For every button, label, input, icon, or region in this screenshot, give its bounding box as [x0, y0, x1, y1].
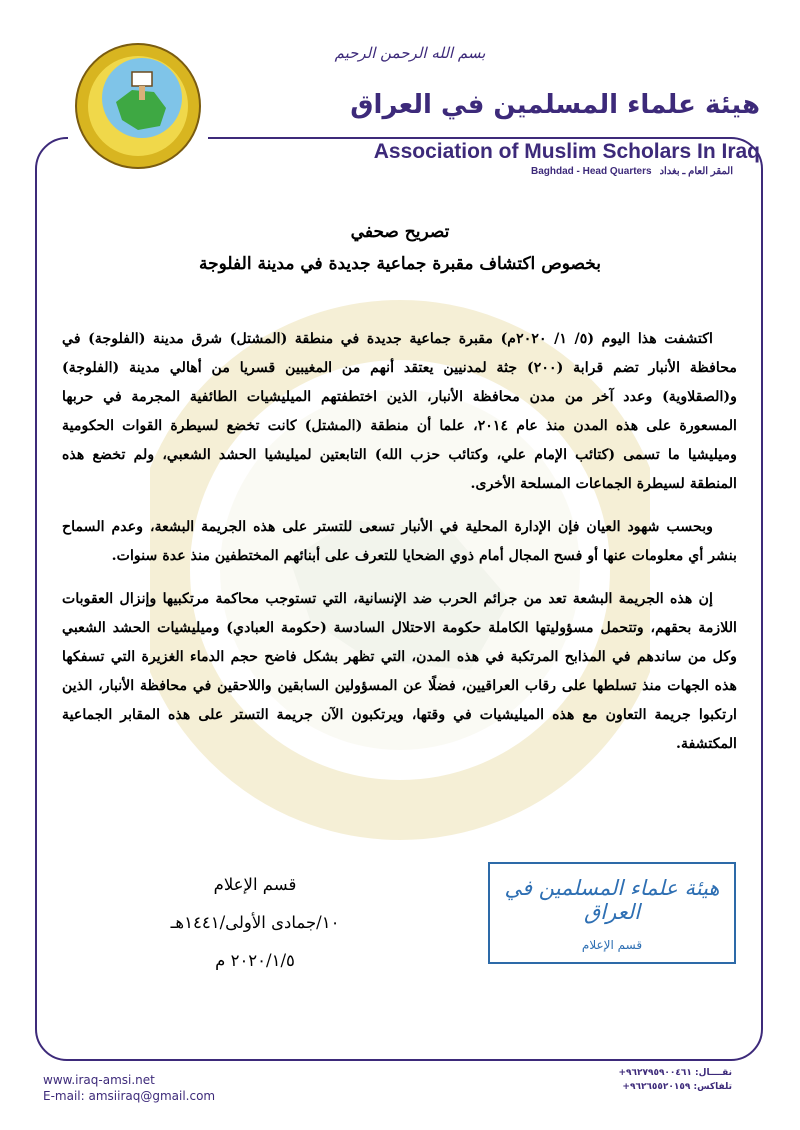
document-title: تصريح صحفي	[350, 222, 450, 242]
mobile-label: نقــــال:	[695, 1068, 732, 1078]
signature-block	[170, 866, 340, 980]
headquarters-line	[531, 166, 733, 177]
org-name-arabic: هيئة علماء المسلمين في العراق	[350, 90, 760, 120]
paragraph: اكتشفت هذا اليوم (٥/ ١/ ٢٠٢٠م) مقبرة جماعية جديدة في منطقة (المشتل) شرق مدينة (الفلوجة) في محافظة الأنبار تضم قرابة (٢٠٠) جثة لمدنيين يعتقد أنهم من المغيبين قسريا من أهالي مدينة (الفلوجة) و(الصقلاوية) وعدد آخر من مدن محافظة الأنبار، الذين اختطفتهم الميليشيات الطائفية المجرمة في حربها المسعورة على هذه المدن منذ عام ٢٠١٤، علما أن منطقة (المشتل) كانت تخضع لسيطرة القوات الحكومية وميليشيا ما تسمى (كتائب الإمام علي، وكتائب حزب الله) التابعتين لميليشيا الحشد الشعبي، ولم تخضع هذه المنطقة لسيطرة الجماعات المسلحة الأخرى.	[62, 331, 737, 492]
department-stamp	[488, 862, 736, 964]
hijri-date: ١٠/جمادى الأولى/١٤٤١هـ	[170, 913, 340, 932]
basmala: بسم الله الرحمن الرحيم	[334, 44, 486, 62]
hq-arabic: المقر العام ـ بغداد	[659, 166, 733, 177]
footer-contact-phone	[618, 1066, 732, 1094]
document-subject: بخصوص اكتشاف مقبرة جماعية جديدة في مدينة الفلوجة	[199, 254, 601, 274]
hq-english: Baghdad - Head Quarters	[530, 166, 652, 177]
crescent-emblem-icon	[74, 42, 202, 170]
paragraph: إن هذه الجريمة البشعة تعد من جرائم الحرب ضد الإنسانية، التي تستوجب محاكمة مرتكبيها وإنزال العقوبات اللازمة بحقهم، وتتحمل مسؤوليتها الكاملة حكومة الاحتلال السادسة (حكومة العبادي) وميليشيات الحشد الشعبي وكل من ساندهم في المذابح المرتكبة في هذه المدن، التي تظهر بشكل فاضح حجم الدماء الغزيرة التي تسفكها هذه الجهات منذ تسلطها على رقاب العراقيين، فضلًا عن المسؤولين السابقين واللاحقين في محافظة الأنبار، الذين ارتكبوا جريمة التعاون مع هذه الميليشيات في وقتها، ويرتكبون الآن جريمة التستر على هذه المقابر الجماعية المكتشفة.	[62, 591, 737, 752]
footer-contact-web	[43, 1072, 215, 1104]
mobile-number: +٩٦٢٧٩٥٩٠٠٤٦١	[618, 1068, 692, 1078]
email-link[interactable]: E-mail: amsiiraq@gmail.com	[43, 1089, 216, 1103]
org-name-english: Association of Muslim Scholars In Iraq	[373, 140, 760, 163]
fax-label: تلفاكس:	[693, 1082, 732, 1092]
fax-number: +٩٦٢٦٥٥٢٠١٥٩	[622, 1082, 691, 1092]
stamp-org-name: هيئة علماء المسلمين في العراق	[504, 876, 720, 924]
website-link[interactable]: www.iraq-amsi.net	[43, 1073, 155, 1087]
mobile-line	[618, 1066, 732, 1080]
stamp-department: قسم الإعلام	[581, 938, 643, 952]
paragraph: وبحسب شهود العيان فإن الإدارة المحلية في الأنبار تسعى للتستر على هذه الجريمة البشعة، وعدم السماح بنشر أي معلومات عنها أو فسح المجال أمام ذوي الضحايا للتعرف على أبنائهم المختطفين منذ عدة سنوات.	[62, 519, 737, 564]
fax-line	[618, 1080, 732, 1094]
signature-department: قسم الإعلام	[213, 875, 297, 894]
gregorian-date: ٢٠٢٠/١/٥ م	[215, 951, 295, 970]
document-body	[62, 325, 737, 773]
